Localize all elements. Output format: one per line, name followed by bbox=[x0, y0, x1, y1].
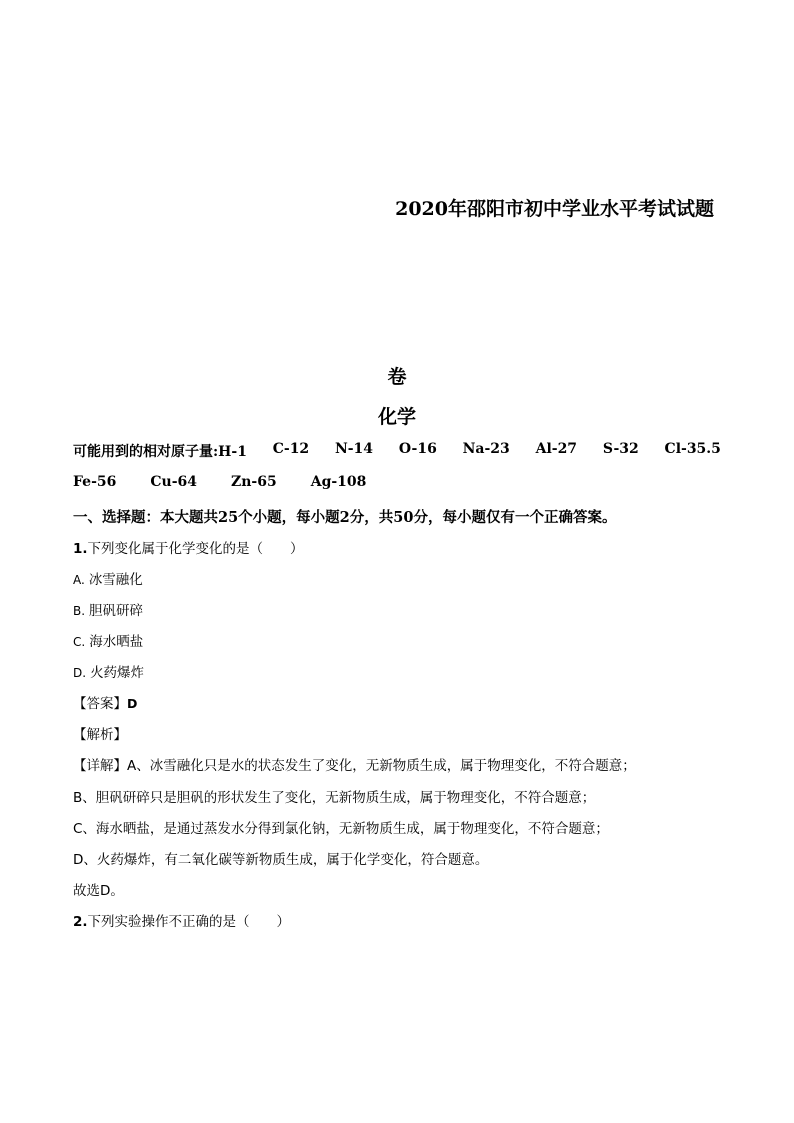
detail-text: A、冰雪融化只是水的状态发生了变化，无新物质生成，属于物理变化，不符合题意； bbox=[127, 758, 636, 774]
option-text: 冰雪融化 bbox=[88, 572, 143, 588]
section-heading: 一、选择题：本大题共25个小题，每小题2分，共50分，每小题仅有一个正确答案。 bbox=[73, 509, 617, 526]
atomic-mass: Al-27 bbox=[535, 441, 578, 457]
detail-line-4: D、火药爆炸，有二氧化碳等新物质生成，属于化学变化，符合题意。 bbox=[73, 852, 489, 868]
atomic-masses-row-2 bbox=[73, 474, 721, 490]
option-a bbox=[73, 568, 143, 588]
atomic-mass: Cl-35.5 bbox=[664, 441, 721, 457]
atomic-masses-label: 可能用到的相对原子量: bbox=[73, 444, 219, 460]
option-text: 海水晒盐 bbox=[89, 634, 144, 650]
analysis-label: 【解析】 bbox=[73, 727, 127, 743]
detail-line-2: B、胆矾研碎只是胆矾的形状发生了变化，无新物质生成，属于物理变化，不符合题意； bbox=[73, 790, 596, 806]
option-letter: D. bbox=[73, 666, 87, 680]
option-text: 胆矾研碎 bbox=[89, 603, 144, 619]
atomic-masses-row-1 bbox=[73, 441, 721, 461]
atomic-mass: Zn-65 bbox=[231, 474, 277, 490]
answer-line bbox=[73, 692, 137, 712]
answer-value: D bbox=[127, 696, 138, 711]
atomic-masses-label-group bbox=[73, 441, 247, 461]
question-2-stem bbox=[73, 910, 290, 930]
atomic-mass: O-16 bbox=[398, 441, 437, 457]
document-title: 2020年邵阳市初中学业水平考试试题 bbox=[395, 198, 714, 220]
question-text: 下列变化属于化学变化的是（ ） bbox=[87, 541, 304, 557]
question-1-stem bbox=[73, 537, 304, 557]
option-letter: C. bbox=[73, 635, 86, 649]
question-number: 1. bbox=[73, 541, 88, 557]
subject-heading: 化学 bbox=[377, 406, 416, 428]
question-text: 下列实验操作不正确的是（ ） bbox=[87, 914, 291, 930]
atomic-mass: H-1 bbox=[218, 444, 247, 460]
atomic-mass: S-32 bbox=[602, 441, 639, 457]
detail-label: 【详解】 bbox=[73, 758, 127, 774]
detail-line-1 bbox=[73, 754, 636, 774]
atomic-mass: C-12 bbox=[272, 441, 310, 457]
option-b bbox=[73, 599, 143, 619]
option-d bbox=[73, 661, 144, 681]
atomic-mass: Na-23 bbox=[462, 441, 510, 457]
volume-heading: 卷 bbox=[387, 366, 407, 388]
atomic-mass: Ag-108 bbox=[310, 474, 367, 490]
atomic-mass: Fe-56 bbox=[73, 474, 117, 490]
conclusion-line: 故选D。 bbox=[73, 883, 124, 899]
option-letter: A. bbox=[73, 573, 85, 587]
atomic-mass: Cu-64 bbox=[150, 474, 197, 490]
question-number: 2. bbox=[73, 914, 88, 930]
option-letter: B. bbox=[73, 604, 86, 618]
atomic-mass: N-14 bbox=[334, 441, 374, 457]
option-text: 火药爆炸 bbox=[90, 665, 145, 681]
option-c bbox=[73, 630, 143, 650]
answer-label: 【答案】 bbox=[73, 696, 127, 712]
detail-line-3: C、海水晒盐，是通过蒸发水分得到氯化钠，无新物质生成，属于物理变化，不符合题意； bbox=[73, 821, 609, 837]
